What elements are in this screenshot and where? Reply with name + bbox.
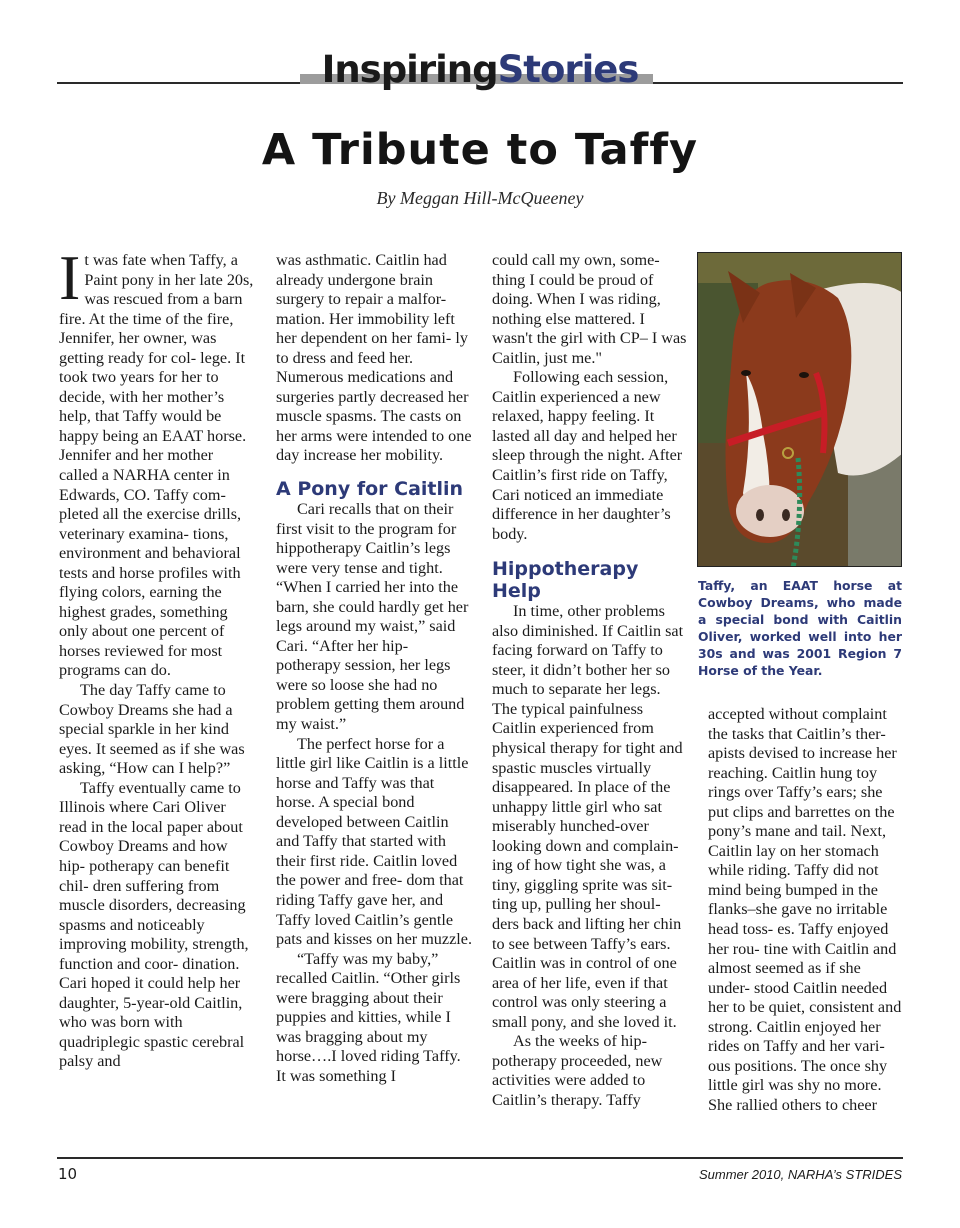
subheading-hippotherapy-help: Hippotherapy Help	[492, 558, 639, 603]
publication-footer: Summer 2010, NARHA’s STRIDES	[698, 1167, 902, 1182]
article-column-4	[708, 705, 902, 1115]
paragraph: The day Taffy came to Cowboy Dreams she had a special sparkle in her kind eyes. It seemed as if she was asking, “How can I help?”	[59, 681, 245, 778]
paragraph: accepted without complaint the tasks that Caitlin’s ther- apists devised to increase her reaching. Caitlin hung toy rings over Taffy’s ears; she put clips and barrettes on the pony’s mane and tail. Next, Caitlin lay on her stomach while riding. Taffy did not mind being bumped in the flanks–she gave no irritable head toss- es. Taffy enjoyed her rou- tine with Caitlin and almost seemed as if she under- stood Caitlin needed her to be quiet, consistent and strong. Caitlin enjoyed her rides on Taffy and her vari- ous positions. The once shy little girl was shy no more. She rallied others to cheer	[708, 705, 902, 1114]
paragraph: In time, other problems also diminished. If Caitlin sat facing forward on Taffy to steer, it didn’t bother her so much to separate her legs. The typical painfulness Caitlin experienced from physical therapy for tight and spastic muscles virtually disappeared. In place of the unhappy little girl who sat miserably hunched-over looking down and complain- ing of how tight she was, a tiny, giggling sprite was sit- ting up, pulling her shoul- ders back and lifting her chin to see between Taffy’s ears. Caitlin was in control of one area of her life, even if that control was only steering a small pony, and she loved it.	[492, 602, 684, 1031]
subheading-pony-for-caitlin: A Pony for Caitlin	[276, 478, 464, 501]
paragraph: As the weeks of hip- potherapy proceeded, new activities were added to Caitlin’s therapy. Taffy	[492, 1032, 663, 1109]
article-column-1	[59, 242, 255, 1072]
section-banner-word2: Stories	[497, 48, 639, 91]
taffy-horse-photo	[697, 252, 902, 567]
page-number: 10	[58, 1165, 78, 1183]
section-banner-word1: Inspiring	[321, 48, 498, 91]
byline: By Meggan Hill-McQueeney	[376, 188, 584, 208]
footer-rule	[57, 1157, 903, 1159]
article-title: A Tribute to Taffy	[261, 125, 699, 175]
article-column-3	[492, 251, 688, 1110]
horse-illustration	[698, 253, 902, 567]
article-column-2	[276, 251, 472, 1086]
paragraph: Cari recalls that on their first visit to the program for hippotherapy Caitlin’s legs were very tense and tight. “When I carried her into the barn, she could hardly get her legs around my waist,” said Cari. “After her hip- potherapy session, her legs were so loose she had no problem getting them around my waist.”	[276, 500, 469, 734]
paragraph: Taffy eventually came to Illinois where Cari Oliver read in the local paper about Cowboy Dreams and how hip- potherapy can benefit chil- dren suffering from muscle disorders, decreasing spasms and noticeably improving mobility, strength, function and coor- dination. Cari hoped it could help her daughter, 5-year-old Caitlin, who was born with quadriplegic spastic cerebral palsy and	[59, 778, 249, 1071]
paragraph: It was fate when Taffy, a Paint pony in her late 20s, was rescued from a barn fire. At the time of the fire, Jennifer, her owner, was getting ready for col- lege. It took two years for her to decide, with her mother’s help, that Taffy would be happy being an EAAT horse. Jennifer and her mother called a NARHA center in Edwards, CO. Taffy com- pleted all the exercise drills, veterinary examina- tions, environment and behavioral tests and horse profiles with flying colors, earning the highest grades, something only about one percent of horses reviewed for most programs can do.	[59, 242, 254, 680]
paragraph: was asthmatic. Caitlin had already undergone brain surgery to repair a malfor- mation. Her immobility left her dependent on her fami- ly to dress and feed her. Numerous medications and surgeries partly decreased her muscle spasms. The casts on her arms were intended to one day increase her mobility.	[276, 251, 472, 465]
drop-cap: I	[59, 242, 81, 313]
paragraph: could call my own, some- thing I could be proud of doing. When I was riding, nothing else mattered. I wasn't the girl with CP– I was Caitlin, just me."	[492, 251, 687, 367]
section-banner	[0, 48, 960, 92]
photo-caption: Taffy, an EAAT horse at Cowboy Dreams, who made a special bond with Caitlin Oliver, worked well into her 30s and was 2001 Region 7 Horse of the Year.	[698, 578, 902, 678]
paragraph: “Taffy was my baby,” recalled Caitlin. “Other girls were bragging about their puppies and kitties, while I was bragging about my horse….I loved riding Taffy. It was something I	[276, 949, 461, 1085]
paragraph: Following each session, Caitlin experienced a new relaxed, happy feeling. It lasted all day and helped her sleep through the night. After Caitlin’s first ride on Taffy, Cari noticed an immediate difference in her daughter’s body.	[492, 368, 683, 543]
paragraph: The perfect horse for a little girl like Caitlin is a little horse and Taffy was that horse. A special bond developed between Caitlin and Taffy that started with their first ride. Caitlin loved the power and free- dom that riding Taffy gave her, and Taffy loved Caitlin’s gentle pats and kisses on her muzzle.	[276, 734, 472, 949]
